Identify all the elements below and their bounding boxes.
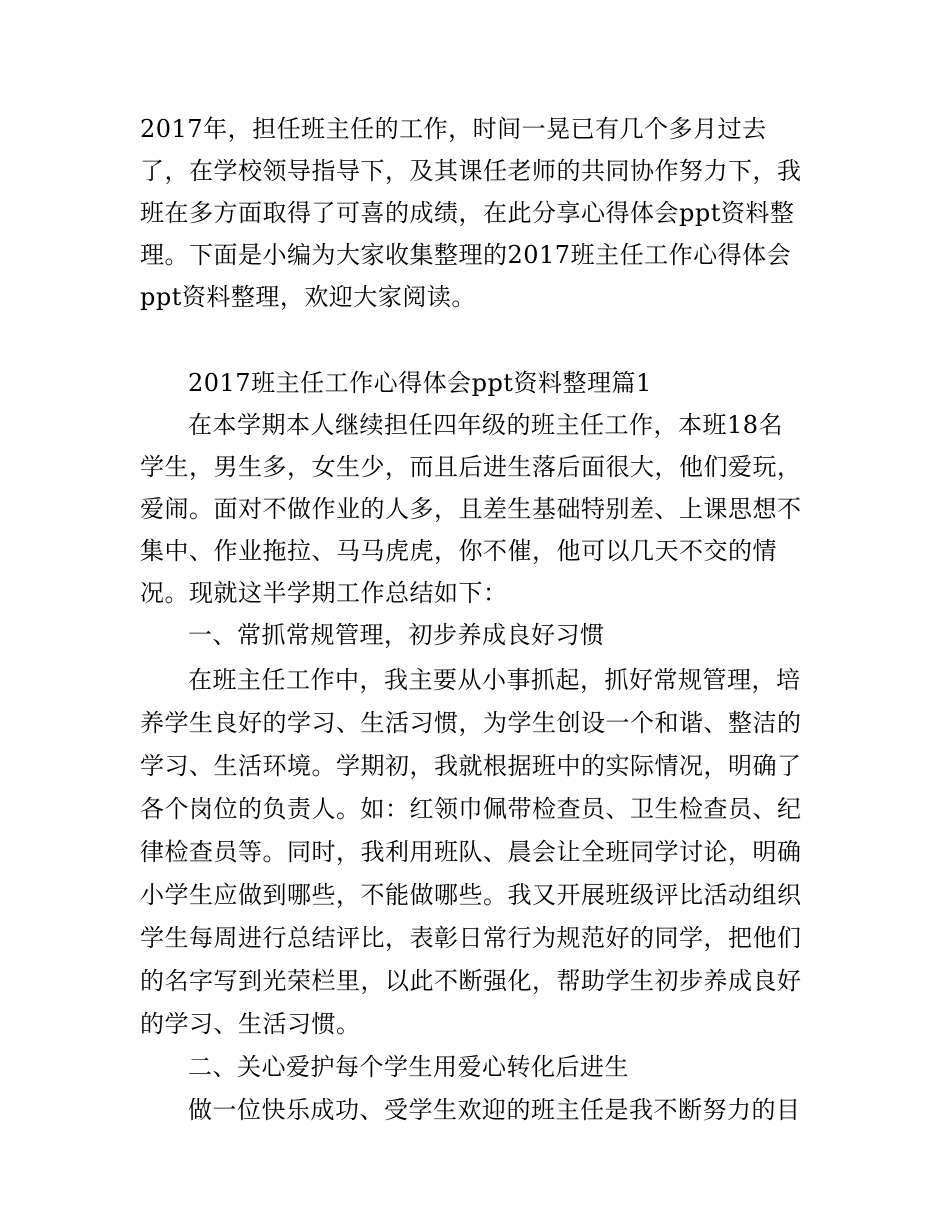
paragraph-line: 况。现就这半学期工作总结如下： (140, 579, 508, 607)
section-heading: 二、关心爱护每个学生用爱心转化后进生 (188, 1053, 629, 1081)
intro-line: 理。下面是小编为大家收集整理的2017班主任工作心得体会 (140, 241, 792, 269)
paragraph-line: 学习、生活环境。学期初，我就根据班中的实际情况，明确了 (140, 752, 802, 780)
paragraph-line: 养学生良好的学习、生活习惯，为学生创设一个和谐、整洁的 (140, 709, 802, 737)
paragraph-line: 的名字写到光荣栏里，以此不断强化，帮助学生初步养成良好 (140, 967, 802, 995)
paragraph-line: 学生每周进行总结评比，表彰日常行为规范好的同学，把他们 (140, 924, 802, 952)
paragraph-line: 爱闹。面对不做作业的人多，且差生基础特别差、上课思想不 (140, 495, 802, 523)
paragraph-line: 律检查员等。同时，我利用班队、晨会让全班同学讨论，明确 (140, 838, 802, 866)
paragraph-line: 在本学期本人继续担任四年级的班主任工作，本班18名 (188, 411, 784, 439)
paragraph-line: 集中、作业拖拉、马马虎虎，你不催，他可以几天不交的情 (140, 537, 777, 565)
section-title: 2017班主任工作心得体会ppt资料整理篇1 (188, 369, 652, 397)
paragraph-line: 小学生应做到哪些，不能做哪些。我又开展班级评比活动组织 (140, 881, 802, 909)
intro-line: ppt资料整理，欢迎大家阅读。 (140, 283, 476, 311)
paragraph-line: 在班主任工作中，我主要从小事抓起，抓好常规管理，培 (188, 666, 801, 694)
intro-line: 班在多方面取得了可喜的成绩，在此分享心得体会ppt资料整 (140, 199, 795, 227)
paragraph-line: 各个岗位的负责人。如：红领巾佩带检查员、卫生检查员、纪 (140, 795, 802, 823)
paragraph-line: 学生，男生多，女生少，而且后进生落后面很大，他们爱玩， (140, 453, 802, 481)
paragraph-line: 的学习、生活习惯。 (140, 1010, 361, 1038)
intro-line: 2017年，担任班主任的工作，时间一晃已有几个多月过去 (140, 115, 767, 143)
section-heading: 一、常抓常规管理，初步养成良好习惯 (188, 621, 605, 649)
paragraph-line: 做一位快乐成功、受学生欢迎的班主任是我不断努力的目 (188, 1096, 801, 1124)
intro-line: 了，在学校领导指导下，及其课任老师的共同协作努力下，我 (140, 157, 802, 185)
